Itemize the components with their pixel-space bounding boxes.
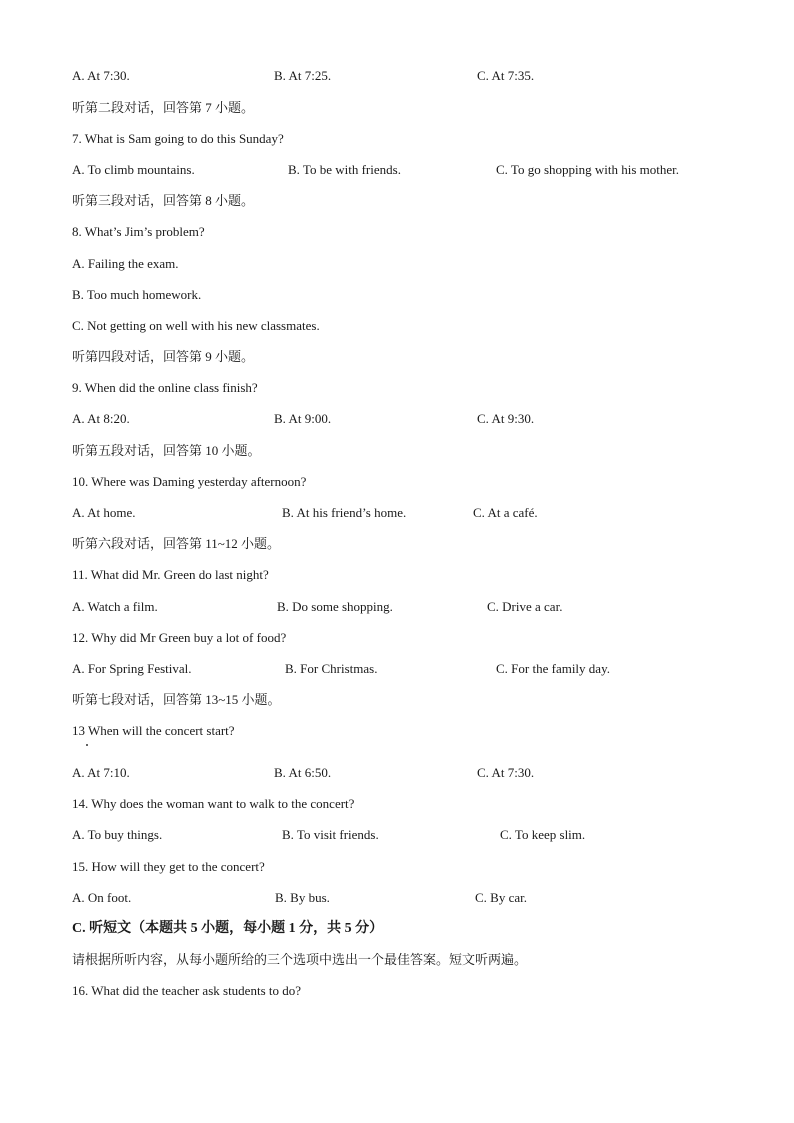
instruction-q10: 听第五段对话，回答第 10 小题。 — [72, 443, 261, 458]
q9-option-b: B. At 9:00. — [274, 411, 332, 426]
q11-option-c: C. Drive a car. — [487, 599, 563, 614]
q7-question: 7. What is Sam going to do this Sunday? — [72, 131, 284, 146]
q12-option-c: C. For the family day. — [496, 661, 610, 676]
stray-dot — [86, 744, 88, 746]
q9-option-c: C. At 9:30. — [477, 411, 535, 426]
q13-option-a: A. At 7:10. — [72, 765, 130, 780]
q10-question: 10. Where was Daming yesterday afternoon? — [72, 474, 307, 489]
instruction-q11-12: 听第六段对话，回答第 11~12 小题。 — [72, 536, 281, 551]
q8-option-b: B. Too much homework. — [72, 287, 202, 302]
q10-option-c: C. At a café. — [473, 505, 538, 520]
section-c-instruction: 请根据所听内容，从每小题所给的三个选项中选出一个最佳答案。短文听两遍。 — [72, 952, 528, 967]
q6-option-b: B. At 7:25. — [274, 68, 332, 83]
q15-option-c: C. By car. — [475, 890, 527, 905]
q15-question: 15. How will they get to the concert? — [72, 859, 265, 874]
q13-option-c: C. At 7:30. — [477, 765, 535, 780]
q14-option-c: C. To keep slim. — [500, 827, 586, 842]
q13-question: 13 When will the concert start? — [72, 723, 235, 738]
q11-option-b: B. Do some shopping. — [277, 599, 393, 614]
section-c-title: C. 听短文（本题共 5 小题，每小题 1 分，共 5 分） — [72, 921, 384, 936]
q6-option-c: C. At 7:35. — [477, 68, 535, 83]
q8-option-c: C. Not getting on well with his new classmates. — [72, 318, 320, 333]
q11-option-a: A. Watch a film. — [72, 599, 158, 614]
q16-question: 16. What did the teacher ask students to do? — [72, 983, 302, 998]
instruction-q7: 听第二段对话，回答第 7 小题。 — [72, 100, 255, 115]
q7-option-a: A. To climb mountains. — [72, 162, 195, 177]
instruction-q9: 听第四段对话，回答第 9 小题。 — [72, 349, 255, 364]
q15-option-a: A. On foot. — [72, 890, 132, 905]
q13-option-b: B. At 6:50. — [274, 765, 332, 780]
q15-option-b: B. By bus. — [275, 890, 330, 905]
q14-option-a: A. To buy things. — [72, 827, 163, 842]
q7-option-b: B. To be with friends. — [288, 162, 401, 177]
q9-question: 9. When did the online class finish? — [72, 380, 258, 395]
q9-option-a: A. At 8:20. — [72, 411, 130, 426]
q14-question: 14. Why does the woman want to walk to the concert? — [72, 796, 355, 811]
q8-question: 8. What’s Jim’s problem? — [72, 224, 205, 239]
q14-option-b: B. To visit friends. — [282, 827, 379, 842]
q7-option-c: C. To go shopping with his mother. — [496, 162, 680, 177]
q12-question: 12. Why did Mr Green buy a lot of food? — [72, 630, 287, 645]
q12-option-b: B. For Christmas. — [285, 661, 378, 676]
q10-option-a: A. At home. — [72, 505, 136, 520]
q6-option-a: A. At 7:30. — [72, 68, 130, 83]
instruction-q8: 听第三段对话，回答第 8 小题。 — [72, 193, 255, 208]
q10-option-b: B. At his friend’s home. — [282, 505, 407, 520]
q8-option-a: A. Failing the exam. — [72, 256, 179, 271]
q11-question: 11. What did Mr. Green do last night? — [72, 567, 269, 582]
q12-option-a: A. For Spring Festival. — [72, 661, 192, 676]
instruction-q13-15: 听第七段对话，回答第 13~15 小题。 — [72, 692, 281, 707]
